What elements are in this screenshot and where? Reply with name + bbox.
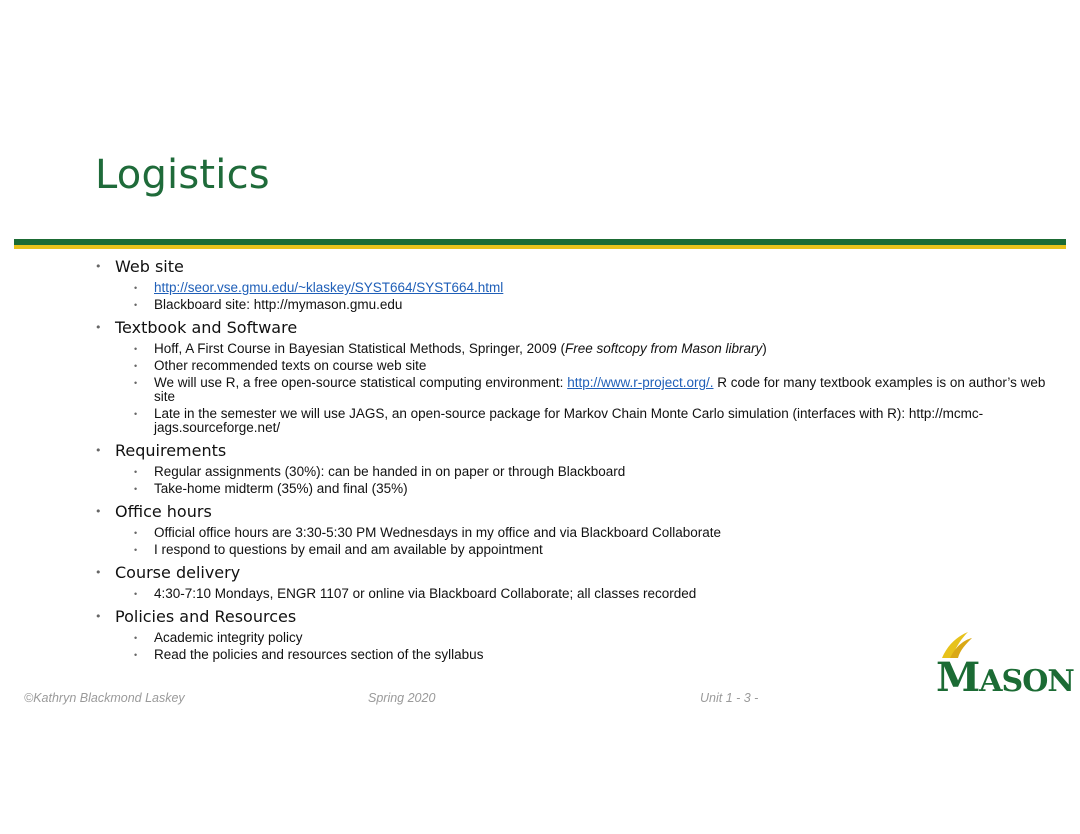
section-heading: • Policies and Resources	[95, 606, 1055, 628]
section-heading: • Textbook and Software	[95, 317, 1055, 339]
list-item	[134, 342, 1055, 356]
r-project-link[interactable]: http://www.r-project.org/.	[567, 375, 714, 390]
r-outro: R code for many textbook examples is on author’s web site	[154, 375, 1046, 404]
section-heading: • Course delivery	[95, 562, 1055, 584]
textbook-citation: Hoff, A First Course in Bayesian Statistical Methods, Springer, 2009 (	[154, 341, 565, 356]
list-item	[134, 376, 1055, 404]
list-item: • Take-home midterm (35%) and final (35%)	[134, 482, 1055, 496]
textbook-close: )	[762, 341, 767, 356]
section-heading: • Web site	[95, 256, 1055, 278]
slide-title: Logistics	[95, 152, 270, 198]
section-office-hours	[95, 501, 1055, 557]
section-requirements	[95, 440, 1055, 496]
footer-author: ©Kathryn Blackmond Laskey	[24, 691, 185, 705]
list-item: • Official office hours are 3:30-5:30 PM Wednesdays in my office and via Blackboard Collaborate	[134, 526, 1055, 540]
list-item: • Late in the semester we will use JAGS, an open-source package for Markov Chain Monte Carlo simulation (interfaces with R): http://mcmc-jags.sourceforge.net/	[134, 407, 1055, 435]
list-item: • Read the policies and resources section of the syllabus	[134, 648, 1055, 662]
list-item: • Academic integrity policy	[134, 631, 1055, 645]
section-policies	[95, 606, 1055, 662]
list-item: • Regular assignments (30%): can be handed in on paper or through Blackboard	[134, 465, 1055, 479]
footer-page-number: Unit 1 - 3 -	[700, 691, 759, 705]
section-heading: • Requirements	[95, 440, 1055, 462]
section-textbook	[95, 317, 1055, 435]
mason-logo-text: MASON	[936, 654, 1074, 701]
textbook-note: Free softcopy from Mason library	[564, 341, 763, 356]
list-item	[134, 281, 1055, 295]
list-item: • Other recommended texts on course web site	[134, 359, 1055, 373]
footer-term: Spring 2020	[368, 691, 436, 705]
mason-logo	[932, 630, 1074, 701]
list-item: • I respond to questions by email and am available by appointment	[134, 543, 1055, 557]
header-rule-gold	[14, 245, 1066, 249]
slide-content	[95, 256, 1055, 667]
list-item: • 4:30-7:10 Mondays, ENGR 1107 or online via Blackboard Collaborate; all classes recorded	[134, 587, 1055, 601]
section-web-site	[95, 256, 1055, 312]
section-heading: • Office hours	[95, 501, 1055, 523]
r-intro: We will use R, a free open-source statistical computing environment:	[154, 375, 568, 390]
course-website-link[interactable]: http://seor.vse.gmu.edu/~klaskey/SYST664/SYST664.html	[154, 280, 504, 295]
list-item: • Blackboard site: http://mymason.gmu.edu	[134, 298, 1055, 312]
section-course-delivery	[95, 562, 1055, 601]
